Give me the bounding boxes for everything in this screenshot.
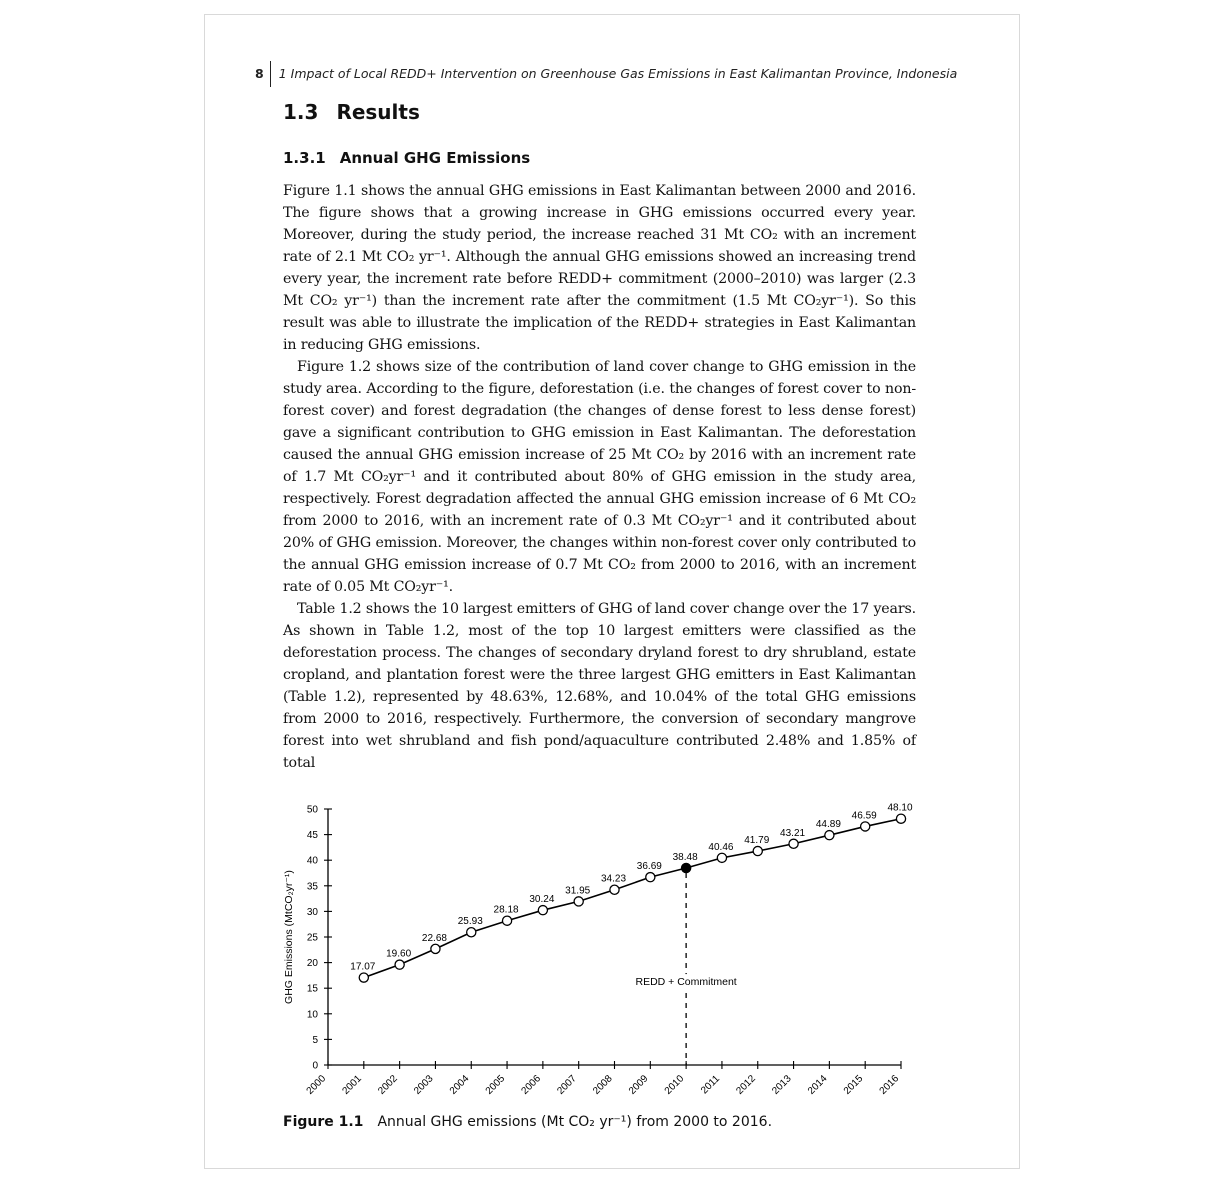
y-tick-label: 0 (312, 1060, 318, 1072)
data-label: 31.95 (565, 885, 591, 897)
subsection-title: Annual GHG Emissions (339, 149, 531, 167)
x-tick-label: 2004 (447, 1073, 472, 1097)
data-label: 40.46 (708, 841, 734, 853)
data-label: 48.10 (887, 802, 913, 814)
highlight-data-point (682, 863, 691, 872)
y-tick-label: 15 (306, 983, 318, 995)
figure-caption (283, 1114, 772, 1130)
running-header (255, 61, 957, 87)
data-label: 28.18 (493, 904, 519, 916)
data-point (753, 846, 762, 855)
y-tick-label: 35 (306, 881, 318, 893)
x-tick-label: 2012 (734, 1073, 758, 1097)
x-tick-label: 2014 (805, 1073, 830, 1097)
x-tick-label: 2015 (841, 1073, 866, 1097)
y-axis-title: GHG Emissions (MtCO₂yr⁻¹) (283, 870, 295, 1004)
data-point (825, 831, 834, 840)
x-tick-label: 2011 (699, 1073, 723, 1097)
ghg-emissions-line-chart (280, 795, 930, 1105)
data-point (502, 916, 511, 925)
header-divider (270, 61, 271, 87)
data-label: 19.60 (386, 948, 412, 960)
data-point (646, 873, 655, 882)
data-point (359, 973, 368, 982)
figure-label: Figure 1.1 (283, 1114, 364, 1130)
paragraph-3: Table 1.2 shows the 10 largest emitters of GHG of land cover change over the 17 years. As shown in Table 1.2, most of the top 10 largest emitters were classified as the deforestation process. The changes of secondary dryland forest to dry shrubland, estate cropland, and plantation forest were the three largest GHG emitters in East Kalimantan (Table 1.2), represented by 48.63%, 12.68%, and 10.04% of the total GHG emissions from 2000 to 2016, respectively. Furthermore, the conversion of secondary mangrove forest into wet shrubland and fish pond/aquaculture contributed 2.48% and 1.85% of total (283, 601, 916, 771)
x-tick-label: 2002 (376, 1073, 400, 1097)
y-tick-label: 20 (306, 958, 318, 970)
data-point (896, 814, 905, 823)
y-tick-label: 25 (306, 932, 318, 944)
data-point (467, 928, 476, 937)
paragraph-2: Figure 1.2 shows size of the contribution of land cover change to GHG emission in the study area. According to the figure, deforestation (i.e. the changes of forest cover to non-forest cover) and forest degradation (the changes of dense forest to less dense forest) gave a significant contribution to GHG emission in East Kalimantan. The deforestation caused the annual GHG emission increase of 25 Mt CO₂ by 2016 with an increment rate of 1.7 Mt CO₂yr⁻¹ and it contributed about 80% of GHG emission in the study area, respectively. Forest degradation affected the annual GHG emission increase of 6 Mt CO₂ from 2000 to 2016, with an increment rate of 0.3 Mt CO₂yr⁻¹ and it contributed about 20% of GHG emission. Moreover, the changes within non-forest cover only contributed to the annual GHG emission increase of 0.7 Mt CO₂ from 2000 to 2016, with an increment rate of 0.05 Mt CO₂yr⁻¹. (283, 359, 916, 595)
data-point (861, 822, 870, 831)
x-tick-label: 2007 (555, 1073, 579, 1097)
data-label: 43.21 (780, 827, 806, 839)
data-label: 30.24 (529, 894, 555, 906)
y-tick-label: 45 (306, 830, 318, 842)
data-label: 17.07 (350, 961, 376, 973)
data-label: 36.69 (636, 861, 662, 873)
x-tick-label: 2006 (519, 1073, 543, 1097)
section-heading (283, 100, 420, 124)
data-point (574, 897, 583, 906)
figure-caption-text: Annual GHG emissions (Mt CO₂ yr⁻¹) from 2000 to 2016. (377, 1114, 773, 1130)
y-tick-label: 10 (306, 1009, 318, 1021)
data-label: 44.89 (815, 819, 841, 831)
data-label: 46.59 (851, 810, 877, 822)
subsection-number: 1.3.1 (283, 149, 326, 167)
data-point (431, 944, 440, 953)
subsection-heading (283, 149, 530, 167)
series-line (364, 819, 901, 978)
paragraph-1: Figure 1.1 shows the annual GHG emissions in East Kalimantan between 2000 and 2016. The figure shows that a growing increase in GHG emissions occurred every year. Moreover, during the study period, the increase reached 31 Mt CO₂ with an increment rate of 2.1 Mt CO₂ yr⁻¹. Although the annual GHG emissions showed an increasing trend every year, the increment rate before REDD+ commitment (2000–2010) was larger (2.3 Mt CO₂ yr⁻¹) than the increment rate after the commitment (1.5 Mt CO₂yr⁻¹). So this result was able to illustrate the implication of the REDD+ strategies in East Kalimantan in reducing GHG emissions. (283, 183, 916, 353)
redd-commitment-annotation: REDD + Commitment (635, 976, 737, 989)
x-tick-label: 2010 (662, 1073, 687, 1097)
x-tick-label: 2003 (412, 1073, 436, 1097)
x-tick-label: 2013 (770, 1073, 794, 1097)
x-tick-label: 2008 (591, 1073, 615, 1097)
section-title: Results (336, 100, 420, 124)
data-label: 22.68 (421, 932, 447, 944)
x-tick-label: 2009 (626, 1073, 651, 1097)
data-point (538, 906, 547, 915)
x-tick-label: 2000 (304, 1073, 329, 1097)
body-text (283, 180, 916, 774)
data-point (789, 839, 798, 848)
page-number: 8 (255, 66, 264, 81)
data-point (717, 853, 726, 862)
data-label: 34.23 (600, 873, 627, 885)
x-tick-label: 2001 (340, 1073, 364, 1097)
running-title: 1 Impact of Local REDD+ Intervention on Greenhouse Gas Emissions in East Kalimantan Province, Indonesia (278, 66, 958, 81)
data-label: 25.93 (457, 916, 483, 928)
y-tick-label: 50 (306, 804, 318, 816)
data-point (610, 885, 619, 894)
data-label: 38.48 (672, 851, 698, 863)
x-tick-label: 2005 (483, 1073, 508, 1097)
data-point (395, 960, 404, 969)
y-tick-label: 30 (306, 906, 318, 918)
y-tick-label: 5 (312, 1034, 318, 1046)
x-tick-label: 2016 (877, 1073, 902, 1097)
section-number: 1.3 (283, 100, 319, 124)
y-tick-label: 40 (306, 855, 318, 867)
data-label: 41.79 (744, 835, 770, 847)
